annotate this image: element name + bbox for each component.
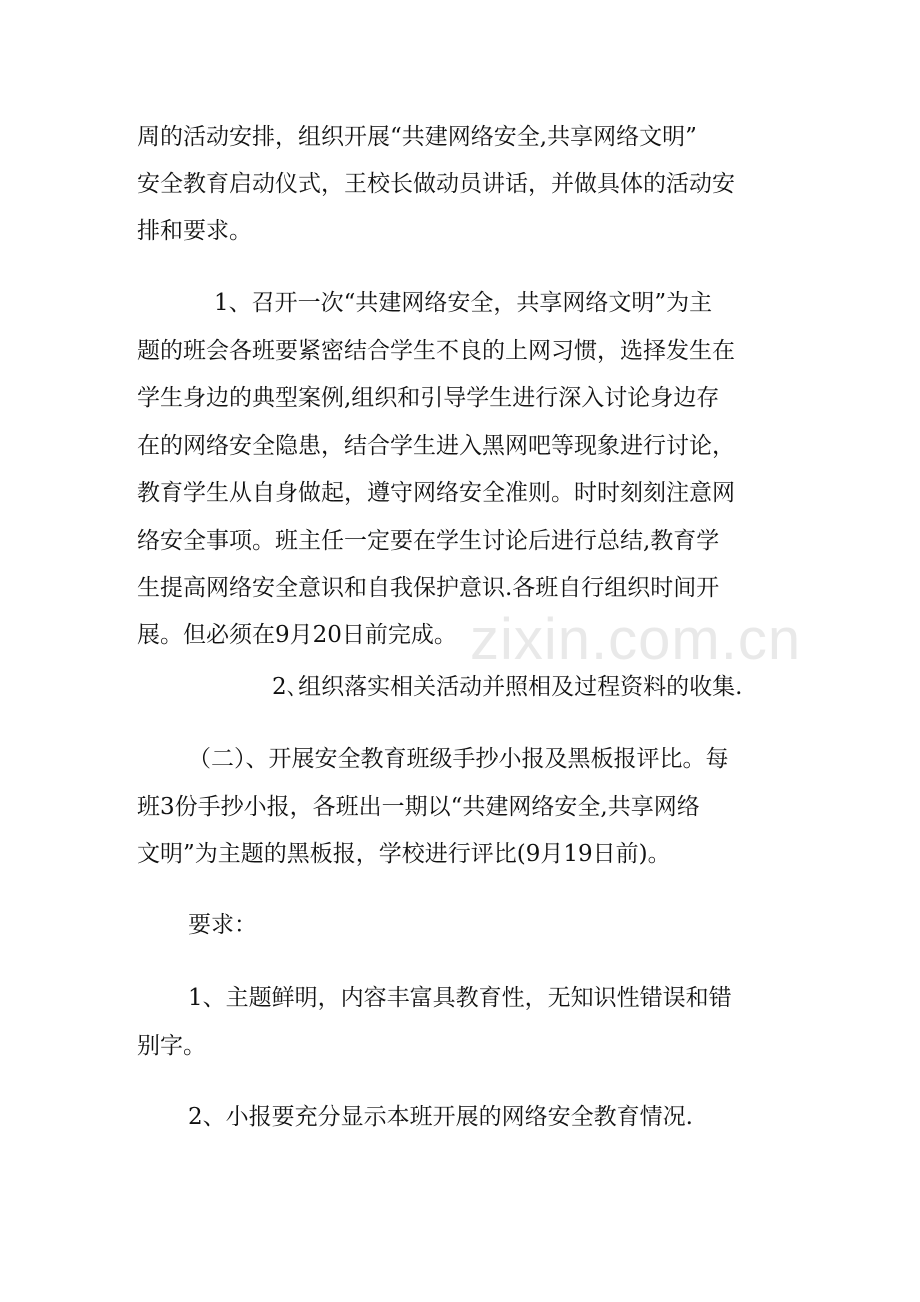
text-line: 1、召开一次“共建网络安全，共享网络文明”为主 [214, 290, 713, 316]
text-line: 展。但必须在9月20日前完成。 [137, 622, 457, 648]
text-line: 班3份手抄小报，各班出一期以“共建网络安全,共享网络 [137, 794, 700, 820]
text-line: （二）、开展安全教育班级手抄小报及黑板报评比。每 [188, 746, 729, 772]
text-line: 教育学生从自身做起，遵守网络安全准则。时时刻刻注意网 [137, 480, 735, 506]
text-line: 别字。 [137, 1033, 206, 1059]
text-line: 排和要求。 [137, 218, 252, 244]
text-line: 1、主题鲜明，内容丰富具教育性，无知识性错误和错 [188, 985, 732, 1011]
text-line: 络安全事项。班主任一定要在学生讨论后进行总结,教育学 [137, 528, 720, 554]
text-line: 文明”为主题的黑板报，学校进行评比(9月19日前)。 [137, 841, 671, 867]
text-line: 要求： [188, 912, 257, 938]
text-line: 题的班会各班要紧密结合学生不良的上网习惯，选择发生在 [137, 338, 735, 364]
text-line: 学生身边的典型案例,组织和引导学生进行深入讨论身边存 [137, 385, 720, 411]
text-line: 生提高网络安全意识和自我保护意识.各班自行组织时间开 [137, 575, 720, 601]
text-line: 周的活动安排，组织开展“共建网络安全,共享网络文明” [137, 124, 697, 150]
watermark: zixin.com.cn [470, 607, 802, 672]
text-line: 2､组织落实相关活动并照相及过程资料的收集. [272, 674, 743, 700]
text-line: 安全教育启动仪式，王校长做动员讲话，并做具体的活动安 [137, 171, 735, 197]
text-line: 2、小报要充分显示本班开展的网络安全教育情况. [188, 1104, 693, 1130]
text-line: 在的网络安全隐患，结合学生进入黑网吧等现象进行讨论， [137, 433, 735, 459]
